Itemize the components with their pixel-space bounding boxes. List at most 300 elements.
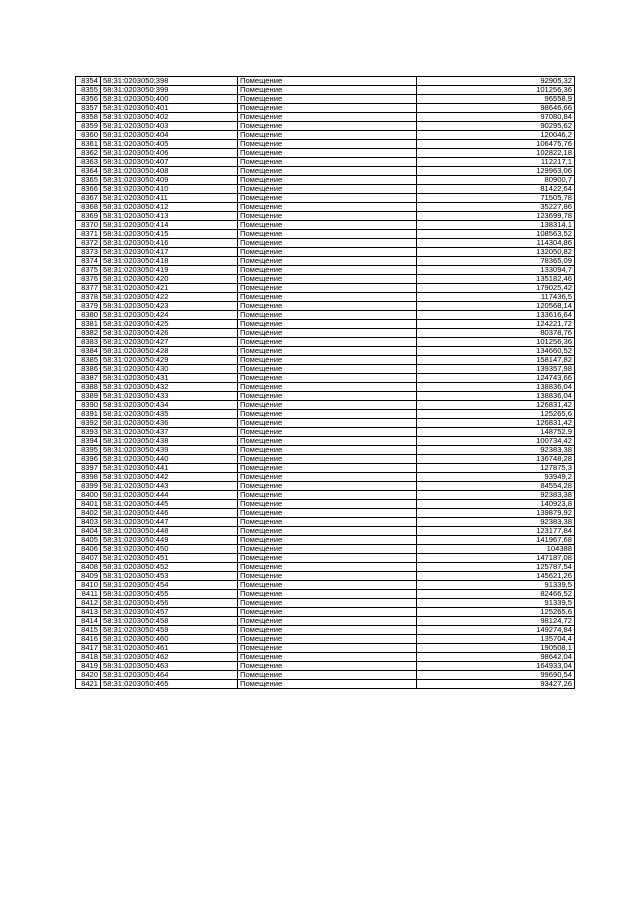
object-type-cell: Помещение (238, 554, 417, 563)
row-number-cell: 8393 (76, 428, 101, 437)
cadastral-number-cell: 58:31:0203050:452 (101, 563, 238, 572)
value-cell: 97080,84 (417, 113, 575, 122)
value-cell: 127875,3 (417, 464, 575, 473)
object-type-cell: Помещение (238, 149, 417, 158)
table-row (76, 455, 575, 464)
table-row (76, 446, 575, 455)
cadastral-number-cell: 58:31:0203050:439 (101, 446, 238, 455)
row-number-cell: 8404 (76, 527, 101, 536)
row-number-cell: 8394 (76, 437, 101, 446)
row-number-cell: 8373 (76, 248, 101, 257)
value-cell: 136748,28 (417, 455, 575, 464)
cadastral-number-cell: 58:31:0203050:400 (101, 95, 238, 104)
table-row (76, 104, 575, 113)
value-cell: 164933,04 (417, 662, 575, 671)
value-cell: 135182,46 (417, 275, 575, 284)
cadastral-number-cell: 58:31:0203050:432 (101, 383, 238, 392)
table-row (76, 194, 575, 203)
row-number-cell: 8406 (76, 545, 101, 554)
cadastral-number-cell: 58:31:0203050:457 (101, 608, 238, 617)
table-row (76, 248, 575, 257)
value-cell: 124221,72 (417, 320, 575, 329)
object-type-cell: Помещение (238, 293, 417, 302)
row-number-cell: 8405 (76, 536, 101, 545)
row-number-cell: 8362 (76, 149, 101, 158)
row-number-cell: 8358 (76, 113, 101, 122)
row-number-cell: 8364 (76, 167, 101, 176)
row-number-cell: 8410 (76, 581, 101, 590)
value-cell: 80378,76 (417, 329, 575, 338)
value-cell: 138836,04 (417, 383, 575, 392)
cadastral-number-cell: 58:31:0203050:458 (101, 617, 238, 626)
value-cell: 91339,5 (417, 599, 575, 608)
object-type-cell: Помещение (238, 131, 417, 140)
table-row (76, 482, 575, 491)
value-cell: 133616,64 (417, 311, 575, 320)
row-number-cell: 8365 (76, 176, 101, 185)
cadastral-number-cell: 58:31:0203050:460 (101, 635, 238, 644)
data-table (75, 76, 575, 689)
cadastral-number-cell: 58:31:0203050:444 (101, 491, 238, 500)
object-type-cell: Помещение (238, 185, 417, 194)
table-row (76, 338, 575, 347)
object-type-cell: Помещение (238, 140, 417, 149)
row-number-cell: 8377 (76, 284, 101, 293)
row-number-cell: 8416 (76, 635, 101, 644)
value-cell: 100734,42 (417, 437, 575, 446)
row-number-cell: 8397 (76, 464, 101, 473)
row-number-cell: 8368 (76, 203, 101, 212)
cadastral-number-cell: 58:31:0203050:419 (101, 266, 238, 275)
value-cell: 102822,18 (417, 149, 575, 158)
object-type-cell: Помещение (238, 464, 417, 473)
cadastral-number-cell: 58:31:0203050:411 (101, 194, 238, 203)
value-cell: 129963,06 (417, 167, 575, 176)
row-number-cell: 8367 (76, 194, 101, 203)
row-number-cell: 8399 (76, 482, 101, 491)
object-type-cell: Помещение (238, 635, 417, 644)
table-row (76, 329, 575, 338)
row-number-cell: 8407 (76, 554, 101, 563)
table-row (76, 626, 575, 635)
row-number-cell: 8398 (76, 473, 101, 482)
cadastral-number-cell: 58:31:0203050:407 (101, 158, 238, 167)
value-cell: 133094,7 (417, 266, 575, 275)
cadastral-number-cell: 58:31:0203050:462 (101, 653, 238, 662)
table-row (76, 257, 575, 266)
row-number-cell: 8418 (76, 653, 101, 662)
row-number-cell: 8370 (76, 221, 101, 230)
cadastral-number-cell: 58:31:0203050:465 (101, 680, 238, 689)
row-number-cell: 8357 (76, 104, 101, 113)
object-type-cell: Помещение (238, 347, 417, 356)
row-number-cell: 8360 (76, 131, 101, 140)
table-row (76, 122, 575, 131)
cadastral-number-cell: 58:31:0203050:422 (101, 293, 238, 302)
table-row (76, 140, 575, 149)
value-cell: 112217,1 (417, 158, 575, 167)
value-cell: 120046,2 (417, 131, 575, 140)
object-type-cell: Помещение (238, 113, 417, 122)
value-cell: 101256,36 (417, 86, 575, 95)
cadastral-number-cell: 58:31:0203050:459 (101, 626, 238, 635)
object-type-cell: Помещение (238, 671, 417, 680)
value-cell: 96558,9 (417, 95, 575, 104)
cadastral-number-cell: 58:31:0203050:423 (101, 302, 238, 311)
object-type-cell: Помещение (238, 527, 417, 536)
cadastral-number-cell: 58:31:0203050:418 (101, 257, 238, 266)
object-type-cell: Помещение (238, 257, 417, 266)
value-cell: 78365,09 (417, 257, 575, 266)
cadastral-number-cell: 58:31:0203050:447 (101, 518, 238, 527)
value-cell: 120568,14 (417, 302, 575, 311)
object-type-cell: Помещение (238, 86, 417, 95)
cadastral-number-cell: 58:31:0203050:451 (101, 554, 238, 563)
value-cell: 99690,54 (417, 671, 575, 680)
cadastral-number-cell: 58:31:0203050:409 (101, 176, 238, 185)
value-cell: 125265,6 (417, 608, 575, 617)
table-row (76, 275, 575, 284)
object-type-cell: Помещение (238, 212, 417, 221)
row-number-cell: 8361 (76, 140, 101, 149)
row-number-cell: 8359 (76, 122, 101, 131)
object-type-cell: Помещение (238, 662, 417, 671)
row-number-cell: 8401 (76, 500, 101, 509)
row-number-cell: 8381 (76, 320, 101, 329)
table-row (76, 77, 575, 86)
table-row (76, 572, 575, 581)
cadastral-number-cell: 58:31:0203050:425 (101, 320, 238, 329)
row-number-cell: 8411 (76, 590, 101, 599)
table-row (76, 203, 575, 212)
cadastral-number-cell: 58:31:0203050:435 (101, 410, 238, 419)
value-cell: 138836,04 (417, 392, 575, 401)
value-cell: 149274,84 (417, 626, 575, 635)
object-type-cell: Помещение (238, 608, 417, 617)
cadastral-number-cell: 58:31:0203050:461 (101, 644, 238, 653)
row-number-cell: 8421 (76, 680, 101, 689)
object-type-cell: Помещение (238, 383, 417, 392)
row-number-cell: 8378 (76, 293, 101, 302)
object-type-cell: Помещение (238, 563, 417, 572)
value-cell: 125787,54 (417, 563, 575, 572)
cadastral-number-cell: 58:31:0203050:416 (101, 239, 238, 248)
row-number-cell: 8391 (76, 410, 101, 419)
object-type-cell: Помещение (238, 365, 417, 374)
object-type-cell: Помещение (238, 266, 417, 275)
cadastral-number-cell: 58:31:0203050:404 (101, 131, 238, 140)
object-type-cell: Помещение (238, 581, 417, 590)
cadastral-number-cell: 58:31:0203050:402 (101, 113, 238, 122)
table-row (76, 95, 575, 104)
table-row (76, 149, 575, 158)
table-row (76, 167, 575, 176)
object-type-cell: Помещение (238, 338, 417, 347)
table-row (76, 653, 575, 662)
value-cell: 92905,32 (417, 77, 575, 86)
row-number-cell: 8415 (76, 626, 101, 635)
value-cell: 139357,98 (417, 365, 575, 374)
value-cell: 158147,82 (417, 356, 575, 365)
value-cell: 108563,52 (417, 230, 575, 239)
value-cell: 145621,26 (417, 572, 575, 581)
object-type-cell: Помещение (238, 590, 417, 599)
object-type-cell: Помещение (238, 500, 417, 509)
row-number-cell: 8385 (76, 356, 101, 365)
object-type-cell: Помещение (238, 680, 417, 689)
object-type-cell: Помещение (238, 392, 417, 401)
row-number-cell: 8354 (76, 77, 101, 86)
table-row (76, 293, 575, 302)
object-type-cell: Помещение (238, 77, 417, 86)
value-cell: 92383,38 (417, 446, 575, 455)
value-cell: 117436,5 (417, 293, 575, 302)
value-cell: 81422,64 (417, 185, 575, 194)
table-row (76, 176, 575, 185)
object-type-cell: Помещение (238, 446, 417, 455)
value-cell: 135704,4 (417, 635, 575, 644)
object-type-cell: Помещение (238, 239, 417, 248)
object-type-cell: Помещение (238, 455, 417, 464)
row-number-cell: 8380 (76, 311, 101, 320)
table-row (76, 536, 575, 545)
value-cell: 126831,42 (417, 401, 575, 410)
object-type-cell: Помещение (238, 95, 417, 104)
table-row (76, 491, 575, 500)
object-type-cell: Помещение (238, 104, 417, 113)
row-number-cell: 8402 (76, 509, 101, 518)
table-row (76, 185, 575, 194)
row-number-cell: 8366 (76, 185, 101, 194)
cadastral-number-cell: 58:31:0203050:448 (101, 527, 238, 536)
object-type-cell: Помещение (238, 536, 417, 545)
row-number-cell: 8374 (76, 257, 101, 266)
cadastral-number-cell: 58:31:0203050:406 (101, 149, 238, 158)
value-cell: 91339,5 (417, 581, 575, 590)
value-cell: 123699,78 (417, 212, 575, 221)
row-number-cell: 8395 (76, 446, 101, 455)
value-cell: 179025,42 (417, 284, 575, 293)
object-type-cell: Помещение (238, 230, 417, 239)
table-row (76, 581, 575, 590)
row-number-cell: 8386 (76, 365, 101, 374)
object-type-cell: Помещение (238, 356, 417, 365)
row-number-cell: 8372 (76, 239, 101, 248)
object-type-cell: Помещение (238, 653, 417, 662)
object-type-cell: Помещение (238, 401, 417, 410)
object-type-cell: Помещение (238, 311, 417, 320)
value-cell: 125265,6 (417, 410, 575, 419)
table-row (76, 563, 575, 572)
row-number-cell: 8369 (76, 212, 101, 221)
object-type-cell: Помещение (238, 248, 417, 257)
cadastral-number-cell: 58:31:0203050:430 (101, 365, 238, 374)
cadastral-number-cell: 58:31:0203050:433 (101, 392, 238, 401)
object-type-cell: Помещение (238, 509, 417, 518)
table-body (76, 77, 575, 689)
object-type-cell: Помещение (238, 221, 417, 230)
table-row (76, 212, 575, 221)
value-cell: 140923,8 (417, 500, 575, 509)
row-number-cell: 8400 (76, 491, 101, 500)
value-cell: 92383,38 (417, 491, 575, 500)
table-row (76, 383, 575, 392)
cadastral-number-cell: 58:31:0203050:427 (101, 338, 238, 347)
value-cell: 35227,86 (417, 203, 575, 212)
object-type-cell: Помещение (238, 275, 417, 284)
object-type-cell: Помещение (238, 599, 417, 608)
table-row (76, 473, 575, 482)
value-cell: 134660,52 (417, 347, 575, 356)
cadastral-number-cell: 58:31:0203050:446 (101, 509, 238, 518)
cadastral-number-cell: 58:31:0203050:442 (101, 473, 238, 482)
cadastral-number-cell: 58:31:0203050:464 (101, 671, 238, 680)
cadastral-number-cell: 58:31:0203050:401 (101, 104, 238, 113)
table-row (76, 500, 575, 509)
row-number-cell: 8363 (76, 158, 101, 167)
object-type-cell: Помещение (238, 617, 417, 626)
value-cell: 71505,78 (417, 194, 575, 203)
row-number-cell: 8413 (76, 608, 101, 617)
table-row (76, 356, 575, 365)
value-cell: 190508,1 (417, 644, 575, 653)
table-row (76, 86, 575, 95)
table-row (76, 428, 575, 437)
table-row (76, 131, 575, 140)
value-cell: 84554,28 (417, 482, 575, 491)
table-row (76, 302, 575, 311)
table-row (76, 311, 575, 320)
row-number-cell: 8403 (76, 518, 101, 527)
cadastral-number-cell: 58:31:0203050:417 (101, 248, 238, 257)
cadastral-number-cell: 58:31:0203050:455 (101, 590, 238, 599)
value-cell: 93427,26 (417, 680, 575, 689)
object-type-cell: Помещение (238, 176, 417, 185)
row-number-cell: 8375 (76, 266, 101, 275)
row-number-cell: 8419 (76, 662, 101, 671)
value-cell: 82466,52 (417, 590, 575, 599)
table-row (76, 527, 575, 536)
cadastral-number-cell: 58:31:0203050:405 (101, 140, 238, 149)
row-number-cell: 8382 (76, 329, 101, 338)
cadastral-number-cell: 58:31:0203050:415 (101, 230, 238, 239)
value-cell: 141967,68 (417, 536, 575, 545)
value-cell: 123177,84 (417, 527, 575, 536)
cadastral-number-cell: 58:31:0203050:399 (101, 86, 238, 95)
value-cell: 93949,2 (417, 473, 575, 482)
cadastral-number-cell: 58:31:0203050:454 (101, 581, 238, 590)
table-row (76, 284, 575, 293)
value-cell: 139879,92 (417, 509, 575, 518)
value-cell: 104388 (417, 545, 575, 554)
cadastral-number-cell: 58:31:0203050:428 (101, 347, 238, 356)
table-row (76, 347, 575, 356)
value-cell: 90295,62 (417, 122, 575, 131)
cadastral-number-cell: 58:31:0203050:438 (101, 437, 238, 446)
object-type-cell: Помещение (238, 302, 417, 311)
row-number-cell: 8414 (76, 617, 101, 626)
row-number-cell: 8371 (76, 230, 101, 239)
table-row (76, 365, 575, 374)
table-row (76, 662, 575, 671)
value-cell: 106475,76 (417, 140, 575, 149)
object-type-cell: Помещение (238, 329, 417, 338)
cadastral-number-cell: 58:31:0203050:456 (101, 599, 238, 608)
table-row (76, 230, 575, 239)
cadastral-number-cell: 58:31:0203050:410 (101, 185, 238, 194)
object-type-cell: Помещение (238, 167, 417, 176)
cadastral-number-cell: 58:31:0203050:443 (101, 482, 238, 491)
cadastral-number-cell: 58:31:0203050:449 (101, 536, 238, 545)
cadastral-number-cell: 58:31:0203050:413 (101, 212, 238, 221)
object-type-cell: Помещение (238, 626, 417, 635)
object-type-cell: Помещение (238, 428, 417, 437)
row-number-cell: 8408 (76, 563, 101, 572)
object-type-cell: Помещение (238, 473, 417, 482)
object-type-cell: Помещение (238, 410, 417, 419)
object-type-cell: Помещение (238, 374, 417, 383)
row-number-cell: 8396 (76, 455, 101, 464)
value-cell: 132050,82 (417, 248, 575, 257)
object-type-cell: Помещение (238, 518, 417, 527)
object-type-cell: Помещение (238, 284, 417, 293)
row-number-cell: 8383 (76, 338, 101, 347)
value-cell: 124743,66 (417, 374, 575, 383)
row-number-cell: 8356 (76, 95, 101, 104)
value-cell: 98642,04 (417, 653, 575, 662)
value-cell: 98646,66 (417, 104, 575, 113)
object-type-cell: Помещение (238, 122, 417, 131)
object-type-cell: Помещение (238, 437, 417, 446)
object-type-cell: Помещение (238, 644, 417, 653)
value-cell: 101256,36 (417, 338, 575, 347)
table-row (76, 509, 575, 518)
value-cell: 126831,42 (417, 419, 575, 428)
cadastral-number-cell: 58:31:0203050:445 (101, 500, 238, 509)
table-row (76, 518, 575, 527)
row-number-cell: 8420 (76, 671, 101, 680)
value-cell: 147187,08 (417, 554, 575, 563)
cadastral-number-cell: 58:31:0203050:429 (101, 356, 238, 365)
cadastral-number-cell: 58:31:0203050:426 (101, 329, 238, 338)
cadastral-number-cell: 58:31:0203050:450 (101, 545, 238, 554)
table-row (76, 644, 575, 653)
table-row (76, 374, 575, 383)
row-number-cell: 8355 (76, 86, 101, 95)
table-row (76, 608, 575, 617)
table-row (76, 410, 575, 419)
cadastral-number-cell: 58:31:0203050:436 (101, 419, 238, 428)
row-number-cell: 8379 (76, 302, 101, 311)
row-number-cell: 8388 (76, 383, 101, 392)
object-type-cell: Помещение (238, 320, 417, 329)
object-type-cell: Помещение (238, 545, 417, 554)
cadastral-number-cell: 58:31:0203050:463 (101, 662, 238, 671)
cadastral-number-cell: 58:31:0203050:412 (101, 203, 238, 212)
cadastral-number-cell: 58:31:0203050:441 (101, 464, 238, 473)
table-row (76, 158, 575, 167)
cadastral-number-cell: 58:31:0203050:437 (101, 428, 238, 437)
object-type-cell: Помещение (238, 491, 417, 500)
value-cell: 148752,9 (417, 428, 575, 437)
cadastral-number-cell: 58:31:0203050:420 (101, 275, 238, 284)
cadastral-number-cell: 58:31:0203050:440 (101, 455, 238, 464)
row-number-cell: 8376 (76, 275, 101, 284)
table-row (76, 464, 575, 473)
table-row (76, 680, 575, 689)
row-number-cell: 8412 (76, 599, 101, 608)
object-type-cell: Помещение (238, 158, 417, 167)
